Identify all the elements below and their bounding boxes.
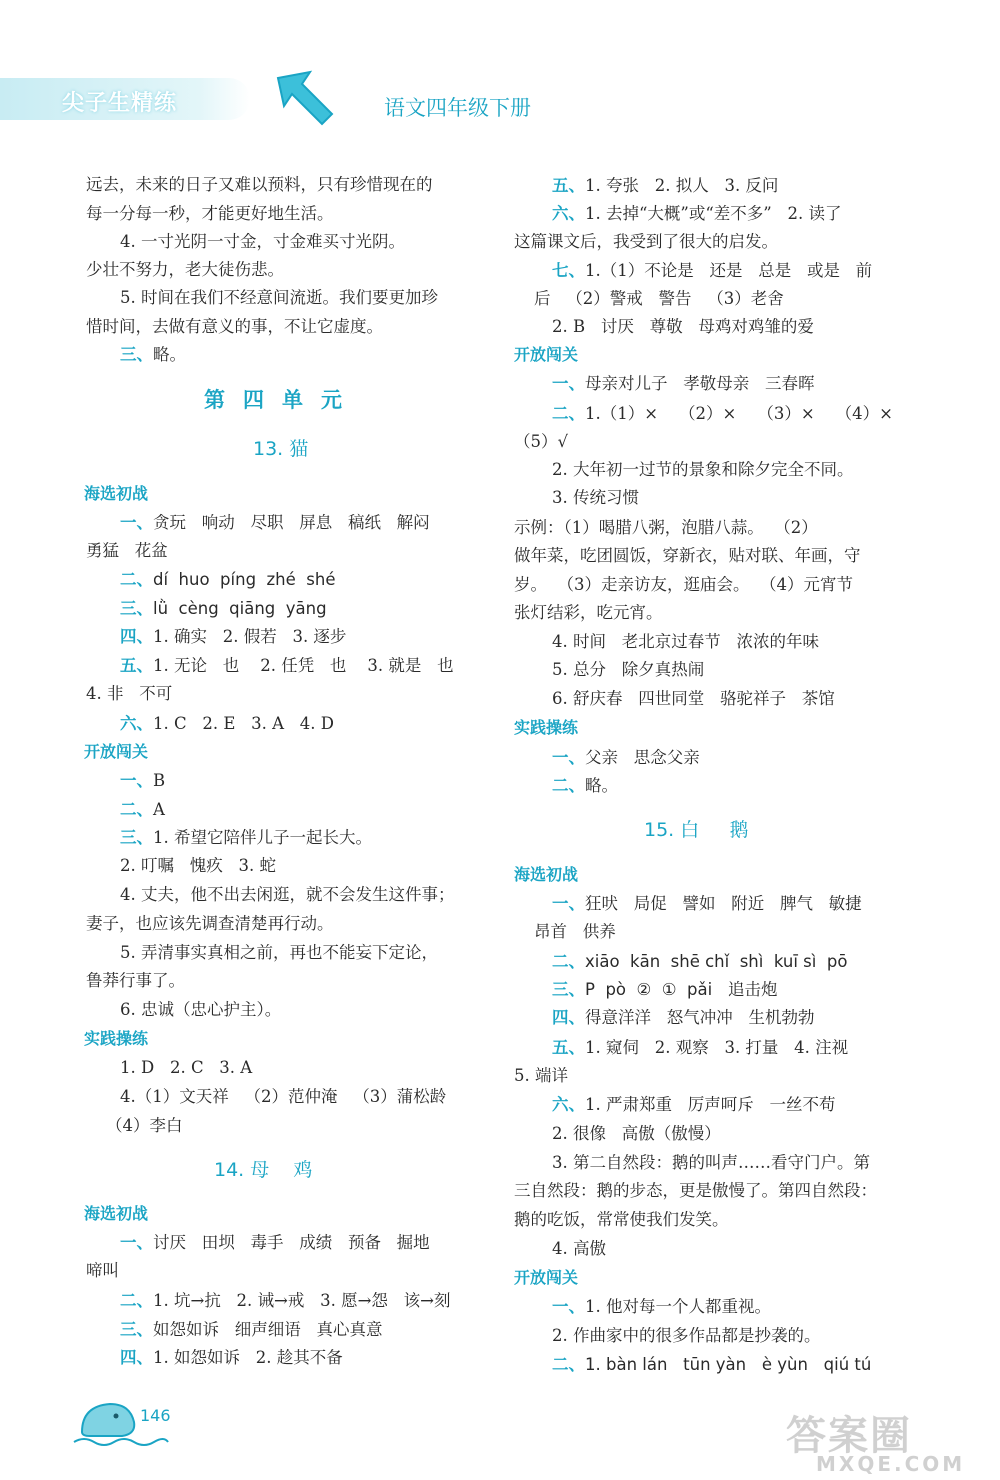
answer-line [120, 828, 372, 848]
section-heading: 海选初战 [84, 1204, 149, 1223]
answer-line [120, 1348, 343, 1368]
item-number: 二、 [120, 570, 153, 589]
answer-text: 1. 坑→抗 2. 诫→戒 3. 愿→怨 该→刻 [153, 1291, 451, 1310]
answer-line [552, 1355, 871, 1375]
answer-line [552, 1008, 814, 1028]
answer-text: 1. 去掉“大概”或“差不多” 2. 读了 [585, 204, 842, 223]
unit-title: 第四单元 [204, 388, 360, 412]
page-number: 146 [140, 1406, 171, 1425]
item-number: 五、 [120, 656, 153, 675]
text-line: 4. 非 不可 [86, 684, 173, 703]
text-line: 2. 大年初一过节的景象和除夕完全不同。 [552, 460, 854, 479]
answer-line [120, 800, 165, 820]
answer-line [120, 513, 430, 533]
text-line: 6. 舒庆春 四世同堂 骆驼祥子 茶馆 [552, 689, 835, 708]
item-number: 一、 [120, 1233, 153, 1252]
section-heading: 海选初战 [84, 484, 149, 503]
text-line: 2. 叮嘱 愧疚 3. 蛇 [120, 856, 276, 875]
text-line: 6. 忠诚（忠心护主）。 [120, 1000, 282, 1019]
lesson-title: 14. 母 鸡 [214, 1159, 313, 1181]
item-number: 五、 [552, 1038, 585, 1057]
text-line: 5. 弄清事实真相之前，再也不能妄下定论， [120, 943, 438, 962]
item-number: 一、 [120, 513, 153, 532]
item-number: 四、 [120, 627, 153, 646]
text-line: 张灯结彩，吃元宵。 [514, 603, 663, 622]
answer-line [120, 771, 165, 791]
text-line: 每一分每一秒，才能更好地生活。 [86, 204, 334, 223]
watermark-url: MXQE.COM [816, 1452, 966, 1476]
item-number: 六、 [552, 204, 585, 223]
watermark [776, 1404, 986, 1480]
answer-line [120, 1320, 382, 1340]
answer-text: 1.（1）不论是 还是 总是 或是 前 [585, 261, 873, 280]
answer-line [552, 261, 872, 281]
answer-text: P pò ② ① pǎi 追击炮 [585, 980, 778, 999]
series-banner [0, 78, 250, 120]
item-number: 一、 [552, 894, 585, 913]
text-line: 5. 端详 [514, 1066, 568, 1085]
item-number: 三、 [120, 345, 153, 364]
answer-text: 略。 [585, 776, 618, 795]
section-heading: 实践操练 [514, 718, 579, 737]
lesson-title: 13. 猫 [253, 438, 309, 460]
text-line: 示例：（1）喝腊八粥，泡腊八蒜。 （2） [514, 518, 818, 537]
answer-text: 1.（1）× （2）× （3）× （4）× [585, 404, 893, 423]
answer-text: 1. 如怨如诉 2. 趁其不备 [153, 1348, 343, 1367]
answer-line [552, 404, 893, 424]
answer-line [120, 627, 346, 647]
answer-line [552, 952, 847, 972]
text-line: （5）√ [514, 432, 569, 451]
text-line: 远去，未来的日子又难以预料，只有珍惜现在的 [86, 175, 433, 194]
item-number: 二、 [120, 800, 153, 819]
text-line: 昂首 供养 [534, 922, 616, 941]
page-header-title: 语文四年级下册 [384, 96, 531, 120]
answer-text: 如怨如诉 细声细语 真心真意 [153, 1320, 383, 1339]
text-line: 岁。 （3）走亲访友，逛庙会。 （4）元宵节 [514, 575, 853, 594]
answer-line [120, 656, 454, 676]
answer-line [552, 748, 700, 768]
item-number: 三、 [120, 599, 153, 618]
item-number: 一、 [552, 1297, 585, 1316]
text-line: 后 （2）警戒 警告 （3）老舍 [534, 289, 784, 308]
text-line: 少壮不努力，老大徒伤悲。 [86, 260, 284, 279]
section-heading: 开放闯关 [514, 345, 579, 364]
text-line: 2. B 讨厌 尊敬 母鸡对鸡雏的爱 [552, 317, 814, 336]
text-line: 3. 第二自然段：鹅的叫声……看守门户。第 [552, 1153, 870, 1172]
text-line: （4）李白 [106, 1116, 183, 1135]
item-number: 二、 [552, 776, 585, 795]
answer-text: 1. 夸张 2. 拟人 3. 反问 [585, 176, 779, 195]
answer-text: 1. bàn lán tūn yàn è yùn qiú tú [585, 1355, 872, 1374]
answer-text: xiāo kān shē chǐ shì kuī sì pō [585, 952, 848, 971]
answer-line [552, 980, 777, 1000]
text-line: 4. 丈夫，他不出去闲逛，就不会发生这件事； [120, 885, 455, 904]
answer-text: B [153, 771, 166, 790]
text-line: 2. 很像 高傲（傲慢） [552, 1124, 721, 1143]
answer-text: 贪玩 响动 尽职 屏息 稿纸 解闷 [153, 513, 430, 532]
answer-line [552, 776, 618, 796]
text-line: 4. 时间 老北京过春节 浓浓的年味 [552, 632, 819, 651]
text-line: 三自然段：鹅的步态，更是傲慢了。第四自然段： [514, 1181, 877, 1200]
answer-text: 母亲对儿子 孝敬母亲 三春晖 [585, 374, 815, 393]
text-line: 3. 传统习惯 [552, 488, 639, 507]
item-number: 四、 [552, 1008, 585, 1027]
text-line: 4. 一寸光阴一寸金，寸金难买寸光阴。 [120, 232, 405, 251]
item-number: 一、 [552, 748, 585, 767]
arrow-icon [270, 66, 340, 132]
answer-line [120, 570, 336, 590]
answer-text: 1. 窥伺 2. 观察 3. 打量 4. 注视 [585, 1038, 849, 1057]
answer-text: 狂吠 局促 譬如 附近 脾气 敏捷 [585, 894, 862, 913]
section-heading: 实践操练 [84, 1029, 149, 1048]
answer-line [552, 204, 841, 224]
text-line: 5. 总分 除夕真热闹 [552, 660, 705, 679]
section-heading: 开放闯关 [84, 742, 149, 761]
answer-line [120, 714, 334, 734]
answer-text: 讨厌 田坝 毒手 成绩 预备 掘地 [153, 1233, 430, 1252]
item-number: 四、 [120, 1348, 153, 1367]
item-number: 七、 [552, 261, 585, 280]
text-line: 2. 作曲家中的很多作品都是抄袭的。 [552, 1326, 821, 1345]
text-line: 4.（1）文天祥 （2）范仲淹 （3）蒲松龄 [120, 1087, 447, 1106]
item-number: 一、 [120, 771, 153, 790]
answer-text: 父亲 思念父亲 [585, 748, 700, 767]
answer-line [120, 345, 186, 365]
section-heading: 海选初战 [514, 865, 579, 884]
item-number: 二、 [552, 952, 585, 971]
item-number: 一、 [552, 374, 585, 393]
text-line: 4. 高傲 [552, 1239, 606, 1258]
text-line: 啼叫 [86, 1261, 119, 1280]
text-line: 惜时间，去做有意义的事，不让它虚度。 [86, 317, 383, 336]
answer-text: 1. C 2. E 3. A 4. D [153, 714, 334, 733]
item-number: 三、 [120, 828, 153, 847]
item-number: 二、 [552, 1355, 585, 1374]
text-line: 做年菜，吃团圆饭，穿新衣，贴对联、年画，守 [514, 546, 861, 565]
text-line: 5. 时间在我们不经意间流逝。我们要更加珍 [120, 288, 438, 307]
item-number: 二、 [120, 1291, 153, 1310]
item-number: 五、 [552, 176, 585, 195]
answer-text: 1. 严肃郑重 厉声呵斥 一丝不苟 [585, 1095, 836, 1114]
answer-text: 1. 无论 也 2. 任凭 也 3. 就是 也 [153, 656, 454, 675]
text-line: 鹅的吃饭，常常使我们发笑。 [514, 1210, 729, 1229]
section-heading: 开放闯关 [514, 1268, 579, 1287]
answer-line [552, 1095, 835, 1115]
answer-text: 1. 确实 2. 假若 3. 逐步 [153, 627, 347, 646]
item-number: 三、 [120, 1320, 153, 1339]
answer-text: 略。 [153, 345, 186, 364]
answer-line [552, 374, 814, 394]
answer-text: 1. 他对每一个人都重视。 [585, 1297, 771, 1316]
item-number: 二、 [552, 404, 585, 423]
item-number: 六、 [120, 714, 153, 733]
answer-line [120, 1291, 450, 1311]
lesson-title: 15. 白 鹅 [644, 819, 749, 841]
series-name: 尖子生精练 [62, 91, 178, 116]
watermark-text: 答案圈 [786, 1413, 912, 1459]
item-number: 六、 [552, 1095, 585, 1114]
item-number: 三、 [552, 980, 585, 999]
answer-text: dí huo píng zhé shé [153, 570, 336, 589]
answer-line [552, 1297, 771, 1317]
text-line: 这篇课文后，我受到了很大的启发。 [514, 232, 778, 251]
text-line: 妻子，也应该先调查清楚再行动。 [86, 914, 334, 933]
answer-text: lǜ cèng qiāng yāng [153, 599, 327, 618]
answer-line [552, 1038, 848, 1058]
answer-line [120, 1233, 430, 1253]
answer-line [552, 894, 862, 914]
answer-text: A [153, 800, 165, 819]
answer-text: 得意洋洋 怒气冲冲 生机勃勃 [585, 1008, 815, 1027]
text-line: 1. D 2. C 3. A [120, 1058, 253, 1077]
text-line: 勇猛 花盆 [86, 541, 168, 560]
answer-line [552, 176, 778, 196]
text-line: 鲁莽行事了。 [86, 971, 185, 990]
answer-line [120, 599, 327, 619]
answer-text: 1. 希望它陪伴儿子一起长大。 [153, 828, 372, 847]
